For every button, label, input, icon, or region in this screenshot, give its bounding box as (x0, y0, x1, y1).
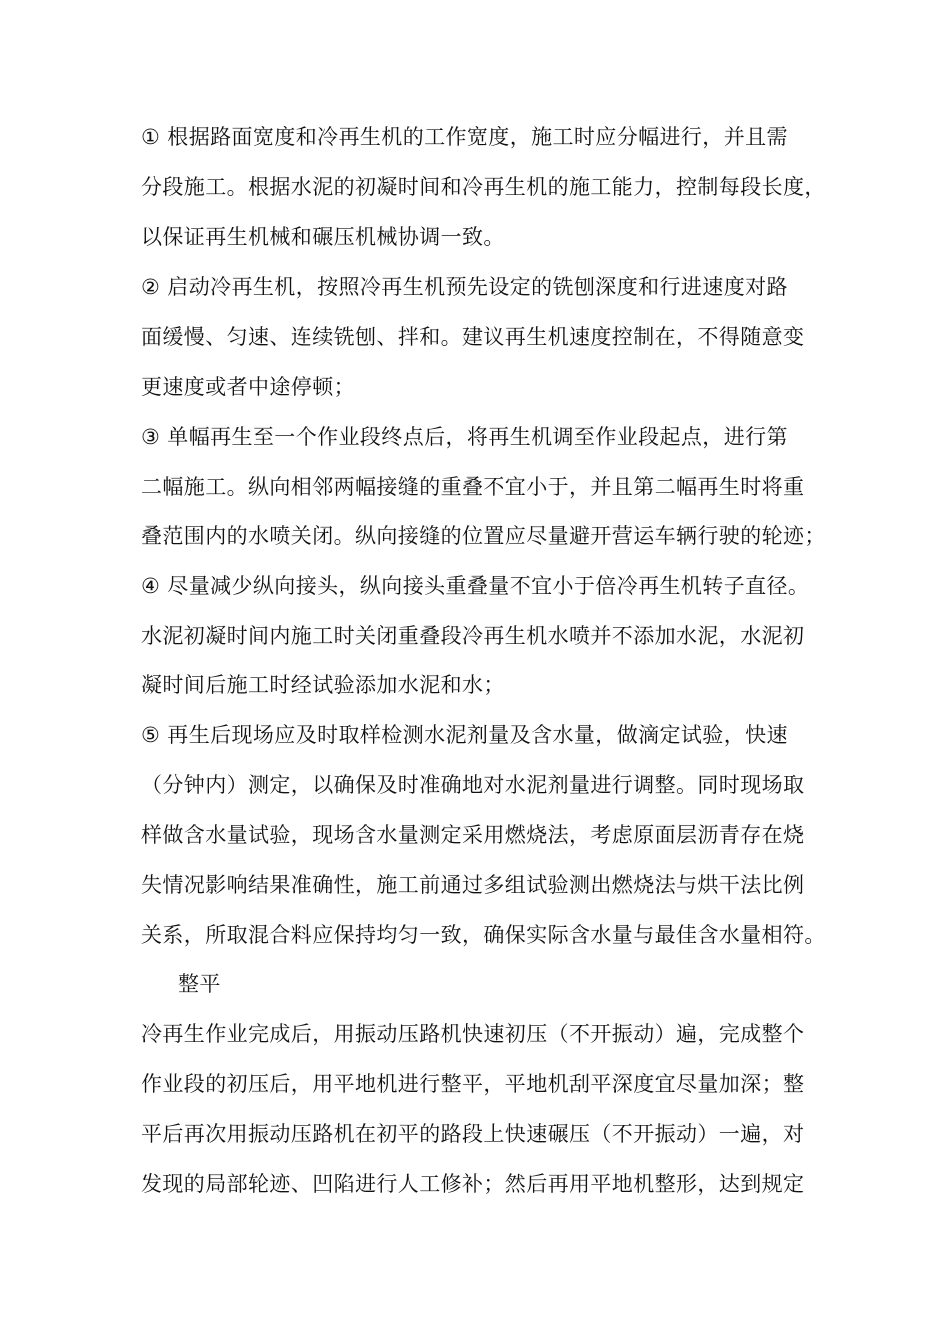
text-line: 平后再次用振动压路机在初平的路段上快速碾压（不开振动）一遍，对 (141, 1122, 805, 1146)
text-line: 冷再生作业完成后，用振动压路机快速初压（不开振动）遍，完成整个 (141, 1022, 805, 1046)
section-heading: 整平 (178, 972, 221, 996)
text-line: ④ 尽量减少纵向接头，纵向接头重叠量不宜小于倍冷再生机转子直径。 (141, 574, 810, 598)
text-line: 样做含水量试验，现场含水量测定采用燃烧法，考虑原面层沥青存在烧 (141, 823, 805, 847)
text-line: 分段施工。根据水泥的初凝时间和冷再生机的施工能力，控制每段长度， (141, 175, 826, 199)
text-line: 水泥初凝时间内施工时关闭重叠段冷再生机水喷并不添加水泥，水泥初 (141, 624, 805, 648)
text-line: ① 根据路面宽度和冷再生机的工作宽度，施工时应分幅进行，并且需 (141, 125, 788, 149)
text-line: ③ 单幅再生至一个作业段终点后，将再生机调至作业段起点，进行第 (141, 425, 788, 449)
text-line: 凝时间后施工时经试验添加水泥和水； (141, 673, 505, 697)
text-line: 叠范围内的水喷关闭。纵向接缝的位置应尽量避开营运车辆行驶的轮迹； (141, 524, 826, 548)
text-line: ⑤ 再生后现场应及时取样检测水泥剂量及含水量，做滴定试验，快速 (141, 723, 788, 747)
text-line: （分钟内）测定，以确保及时准确地对水泥剂量进行调整。同时现场取 (141, 773, 805, 797)
text-line: 二幅施工。纵向相邻两幅接缝的重叠不宜小于，并且第二幅再生时将重 (141, 475, 805, 499)
text-line: 失情况影响结果准确性，施工前通过多组试验测出燃烧法与烘干法比例 (141, 873, 805, 897)
text-line: 更速度或者中途停顿； (141, 375, 355, 399)
text-line: 面缓慢、匀速、连续铣刨、拌和。建议再生机速度控制在，不得随意变 (141, 325, 805, 349)
text-line: 以保证再生机械和碾压机械协调一致。 (141, 225, 505, 249)
text-line: 关系，所取混合料应保持均匀一致，确保实际含水量与最佳含水量相符。 (141, 923, 826, 947)
text-line: 作业段的初压后，用平地机进行整平，平地机刮平深度宜尽量加深；整 (141, 1072, 805, 1096)
text-line: ② 启动冷再生机，按照冷再生机预先设定的铣刨深度和行进速度对路 (141, 275, 788, 299)
text-line: 发现的局部轮迹、凹陷进行人工修补；然后再用平地机整形，达到规定 (141, 1172, 805, 1196)
